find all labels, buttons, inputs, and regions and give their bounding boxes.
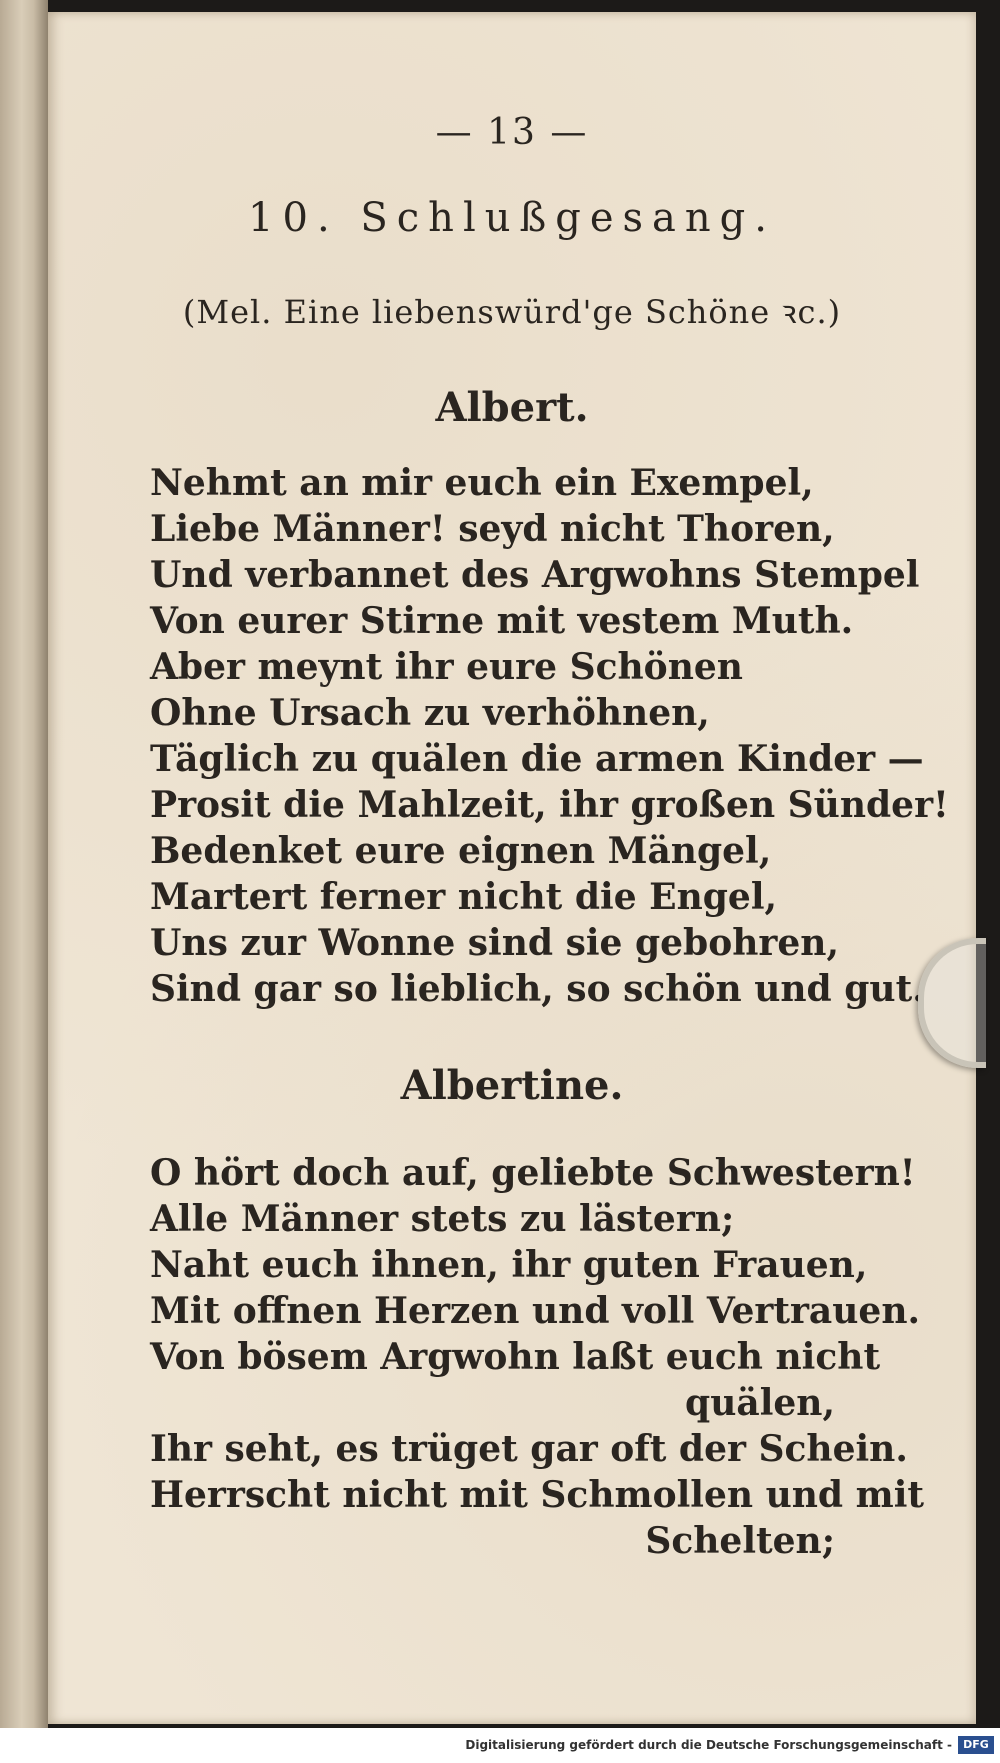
verse-line: Von eurer Stirne mit vestem Muth. bbox=[150, 600, 854, 642]
funding-credit: Digitalisierung gefördert durch die Deutsche Forschungsgemeinschaft - bbox=[465, 1738, 952, 1752]
song-title: 10. Schlußgesang. bbox=[248, 195, 776, 241]
verse-line: Uns zur Wonne sind sie gebohren, bbox=[150, 922, 839, 964]
verse-line: Nehmt an mir euch ein Exempel, bbox=[150, 462, 814, 504]
verse-line: Prosit die Mahlzeit, ihr großen Sünder! bbox=[150, 784, 949, 826]
dfg-logo: DFG bbox=[958, 1736, 994, 1754]
verse-line: Alle Männer stets zu lästern; bbox=[150, 1198, 735, 1240]
book-page bbox=[48, 12, 976, 1724]
verse-line: Von bösem Argwohn laßt euch nicht bbox=[150, 1336, 881, 1378]
verse-line: Liebe Männer! seyd nicht Thoren, bbox=[150, 508, 835, 550]
verse-line: Aber meynt ihr eure Schönen bbox=[150, 646, 743, 688]
verse-line: Ohne Ursach zu verhöhnen, bbox=[150, 692, 710, 734]
verse-line: Naht euch ihnen, ihr guten Frauen, bbox=[150, 1244, 868, 1286]
page-number: — 13 — bbox=[435, 112, 589, 153]
verse-line: Herrscht nicht mit Schmollen und mit bbox=[150, 1474, 925, 1516]
verse-line-continuation: quälen, bbox=[685, 1382, 835, 1424]
book-spine-edge bbox=[0, 0, 48, 1728]
verse-line: Sind gar so lieblich, so schön und gut. bbox=[150, 968, 925, 1010]
verse-line: Martert ferner nicht die Engel, bbox=[150, 876, 778, 918]
verse-line: Mit offnen Herzen und voll Vertrauen. bbox=[150, 1290, 921, 1332]
verse-line: Ihr seht, es trüget gar oft der Schein. bbox=[150, 1428, 908, 1470]
verse-albertine bbox=[150, 1150, 950, 1564]
verse-line-continuation: Schelten; bbox=[645, 1520, 835, 1562]
verse-line: Bedenket eure eignen Mängel, bbox=[150, 830, 772, 872]
speaker-albertine: Albertine. bbox=[400, 1062, 624, 1109]
verse-albert bbox=[150, 460, 950, 1012]
digitization-footer bbox=[0, 1728, 1000, 1763]
verse-line: Und verbannet des Argwohns Stempel bbox=[150, 554, 920, 596]
verse-line: O hört doch auf, geliebte Schwestern! bbox=[150, 1152, 916, 1194]
melody-note: (Mel. Eine liebenswürd'ge Schöne ꝛc.) bbox=[182, 293, 842, 331]
verse-line: Täglich zu quälen die armen Kinder — bbox=[150, 738, 924, 780]
speaker-albert: Albert. bbox=[435, 384, 589, 431]
